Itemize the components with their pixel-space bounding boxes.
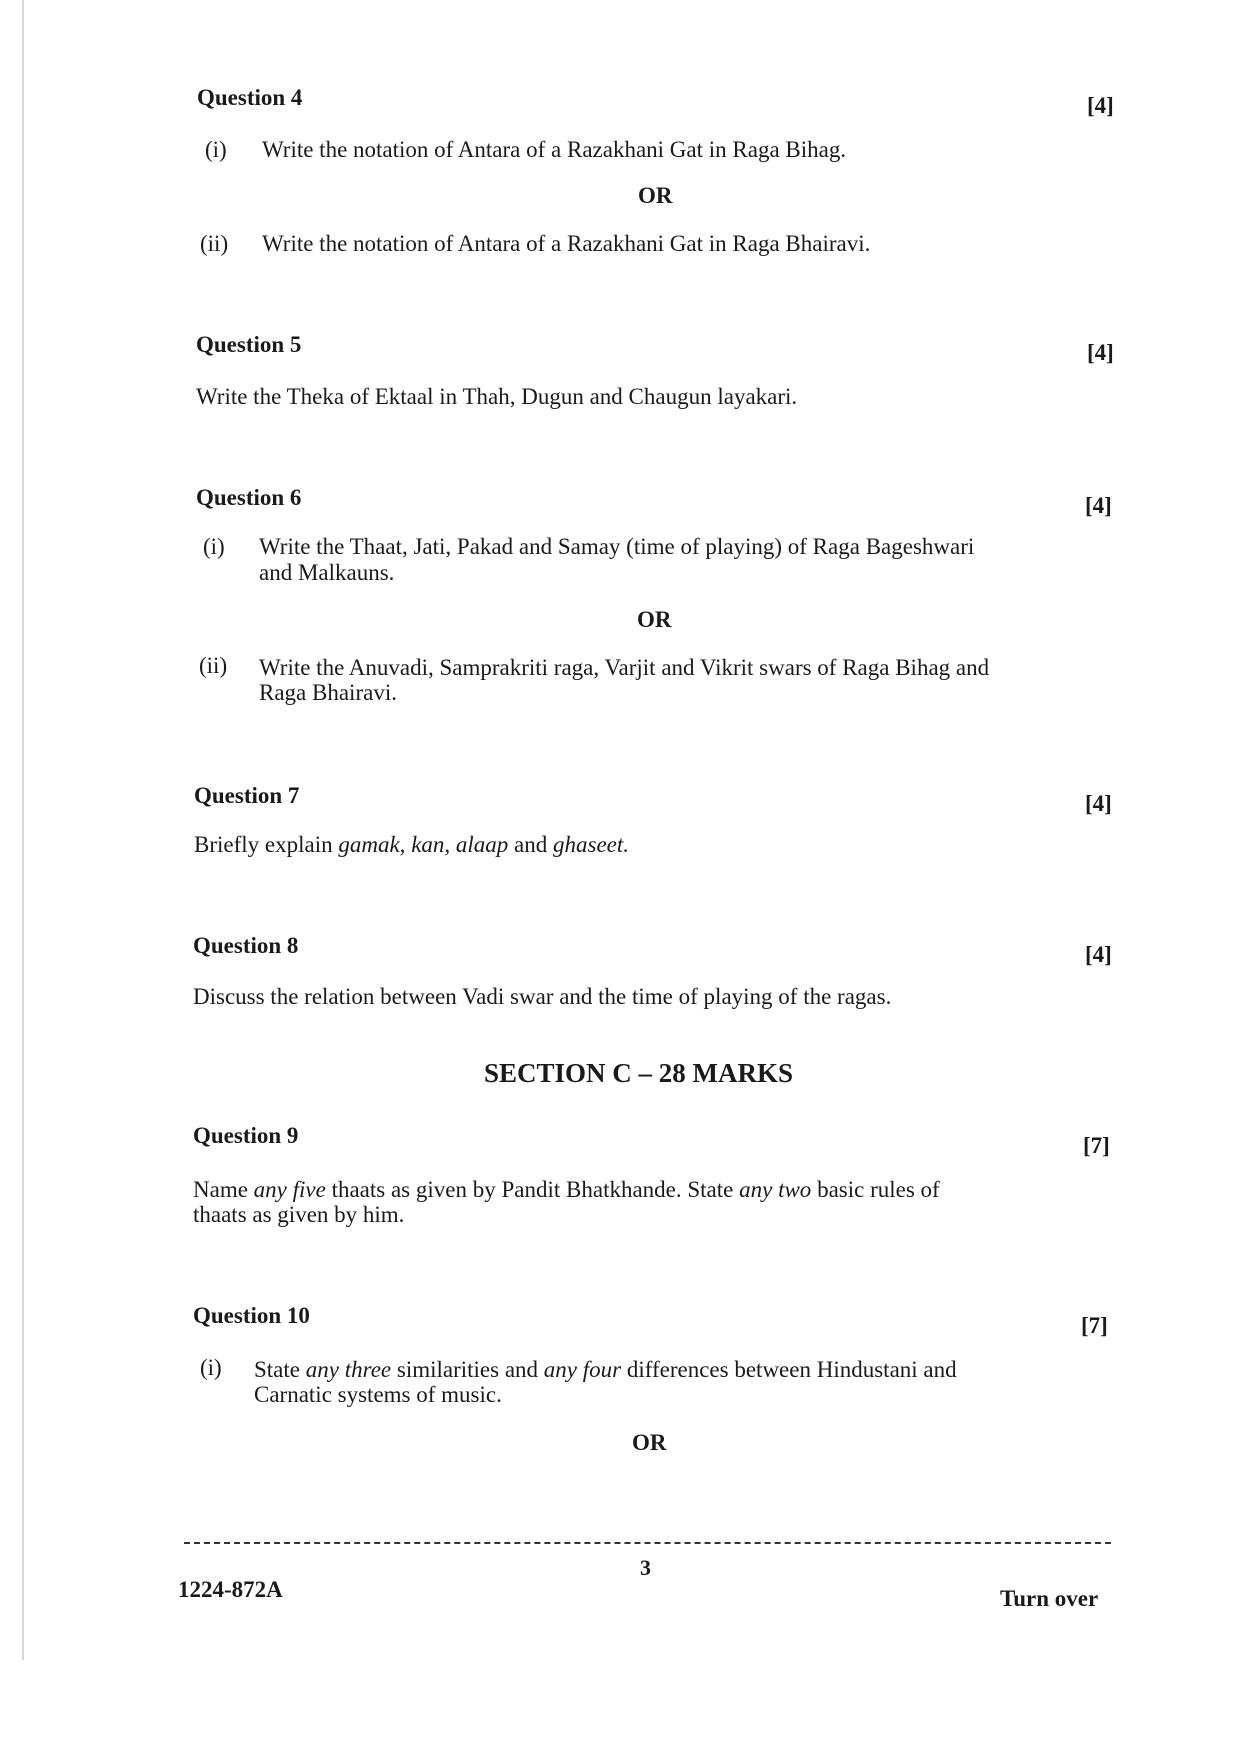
question-7-term-ghaseet: ghaseet. — [553, 832, 630, 857]
question-10-title: Question 10 — [193, 1303, 310, 1328]
question-6-part-1-line-2: and Malkauns. — [259, 560, 395, 585]
question-7-term-alaap: alaap — [455, 832, 509, 857]
question-10-emphasis-any-four: any four — [543, 1357, 622, 1382]
question-9-line-1 — [193, 1177, 940, 1203]
question-4-title: Question 4 — [197, 85, 303, 110]
paper-code: 1224-872A — [178, 1577, 283, 1602]
footer-divider — [184, 1542, 1111, 1544]
question-6-part-1-number: (i) — [203, 534, 225, 559]
question-4-or: OR — [638, 183, 673, 208]
question-8-title: Question 8 — [193, 933, 299, 958]
question-9-line-2: thaats as given by him. — [193, 1202, 405, 1227]
question-5-marks: [4] — [1087, 340, 1114, 365]
question-10-part-1-number: (i) — [200, 1355, 222, 1380]
question-10-emphasis-any-three: any three — [305, 1357, 392, 1382]
question-10-or: OR — [632, 1430, 667, 1455]
question-6-title: Question 6 — [196, 485, 302, 510]
question-10-line-1-a: State — [254, 1357, 306, 1382]
question-9-line-1-b: thaats as given by Pandit Bhatkhande. State — [325, 1177, 740, 1202]
question-7-term-gamak: gamak, — [338, 832, 406, 857]
question-10-line-1-c: differences between Hindustani and — [621, 1357, 957, 1382]
question-10-line-1-b: similarities and — [391, 1357, 544, 1382]
question-9-marks: [7] — [1083, 1133, 1110, 1158]
question-9-line-1-c: basic rules of — [811, 1177, 940, 1202]
page-edge — [22, 0, 24, 1660]
question-9-line-1-a: Name — [193, 1177, 254, 1202]
section-c-heading: SECTION C – 28 MARKS — [484, 1058, 794, 1088]
question-4-marks: [4] — [1087, 93, 1114, 118]
question-5-text: Write the Theka of Ektaal in Thah, Dugun and Chaugun layakari. — [196, 384, 798, 409]
question-7-title: Question 7 — [194, 783, 300, 808]
question-6-part-2-line-1: Write the Anuvadi, Samprakriti raga, Varjit and Vikrit swars of Raga Bihag and — [259, 655, 990, 680]
question-6-or: OR — [637, 607, 672, 632]
question-8-text: Discuss the relation between Vadi swar and the time of playing of the ragas. — [193, 984, 892, 1009]
question-4-part-2-number: (ii) — [200, 231, 229, 256]
question-9-title: Question 9 — [193, 1123, 299, 1148]
question-6-part-2-line-2: Raga Bhairavi. — [259, 680, 397, 705]
question-4-part-1-text: Write the notation of Antara of a Razakhani Gat in Raga Bihag. — [262, 137, 847, 162]
page-number: 3 — [640, 1555, 651, 1580]
question-4-part-1-number: (i) — [205, 137, 227, 162]
question-5-title: Question 5 — [196, 332, 302, 357]
question-7-text-and: and — [508, 832, 554, 857]
question-4-part-2-text: Write the notation of Antara of a Razakhani Gat in Raga Bhairavi. — [262, 231, 871, 256]
question-6-part-2-number: (ii) — [199, 653, 228, 678]
question-9-emphasis-any-two: any two — [739, 1177, 812, 1202]
question-7-text-lead: Briefly explain — [194, 832, 339, 857]
question-10-part-1-line-1 — [254, 1357, 957, 1383]
question-10-part-1-line-2: Carnatic systems of music. — [254, 1382, 502, 1407]
question-7-text — [194, 832, 629, 858]
question-8-marks: [4] — [1085, 942, 1112, 967]
question-6-part-1-line-1: Write the Thaat, Jati, Pakad and Samay (time of playing) of Raga Bageshwari — [259, 534, 975, 559]
question-7-term-kan: kan, — [411, 832, 451, 857]
question-6-marks: [4] — [1085, 493, 1112, 518]
turn-over-label: Turn over — [1000, 1586, 1099, 1611]
question-10-marks: [7] — [1081, 1313, 1108, 1338]
question-9-emphasis-any-five: any five — [253, 1177, 326, 1202]
question-7-marks: [4] — [1085, 791, 1112, 816]
